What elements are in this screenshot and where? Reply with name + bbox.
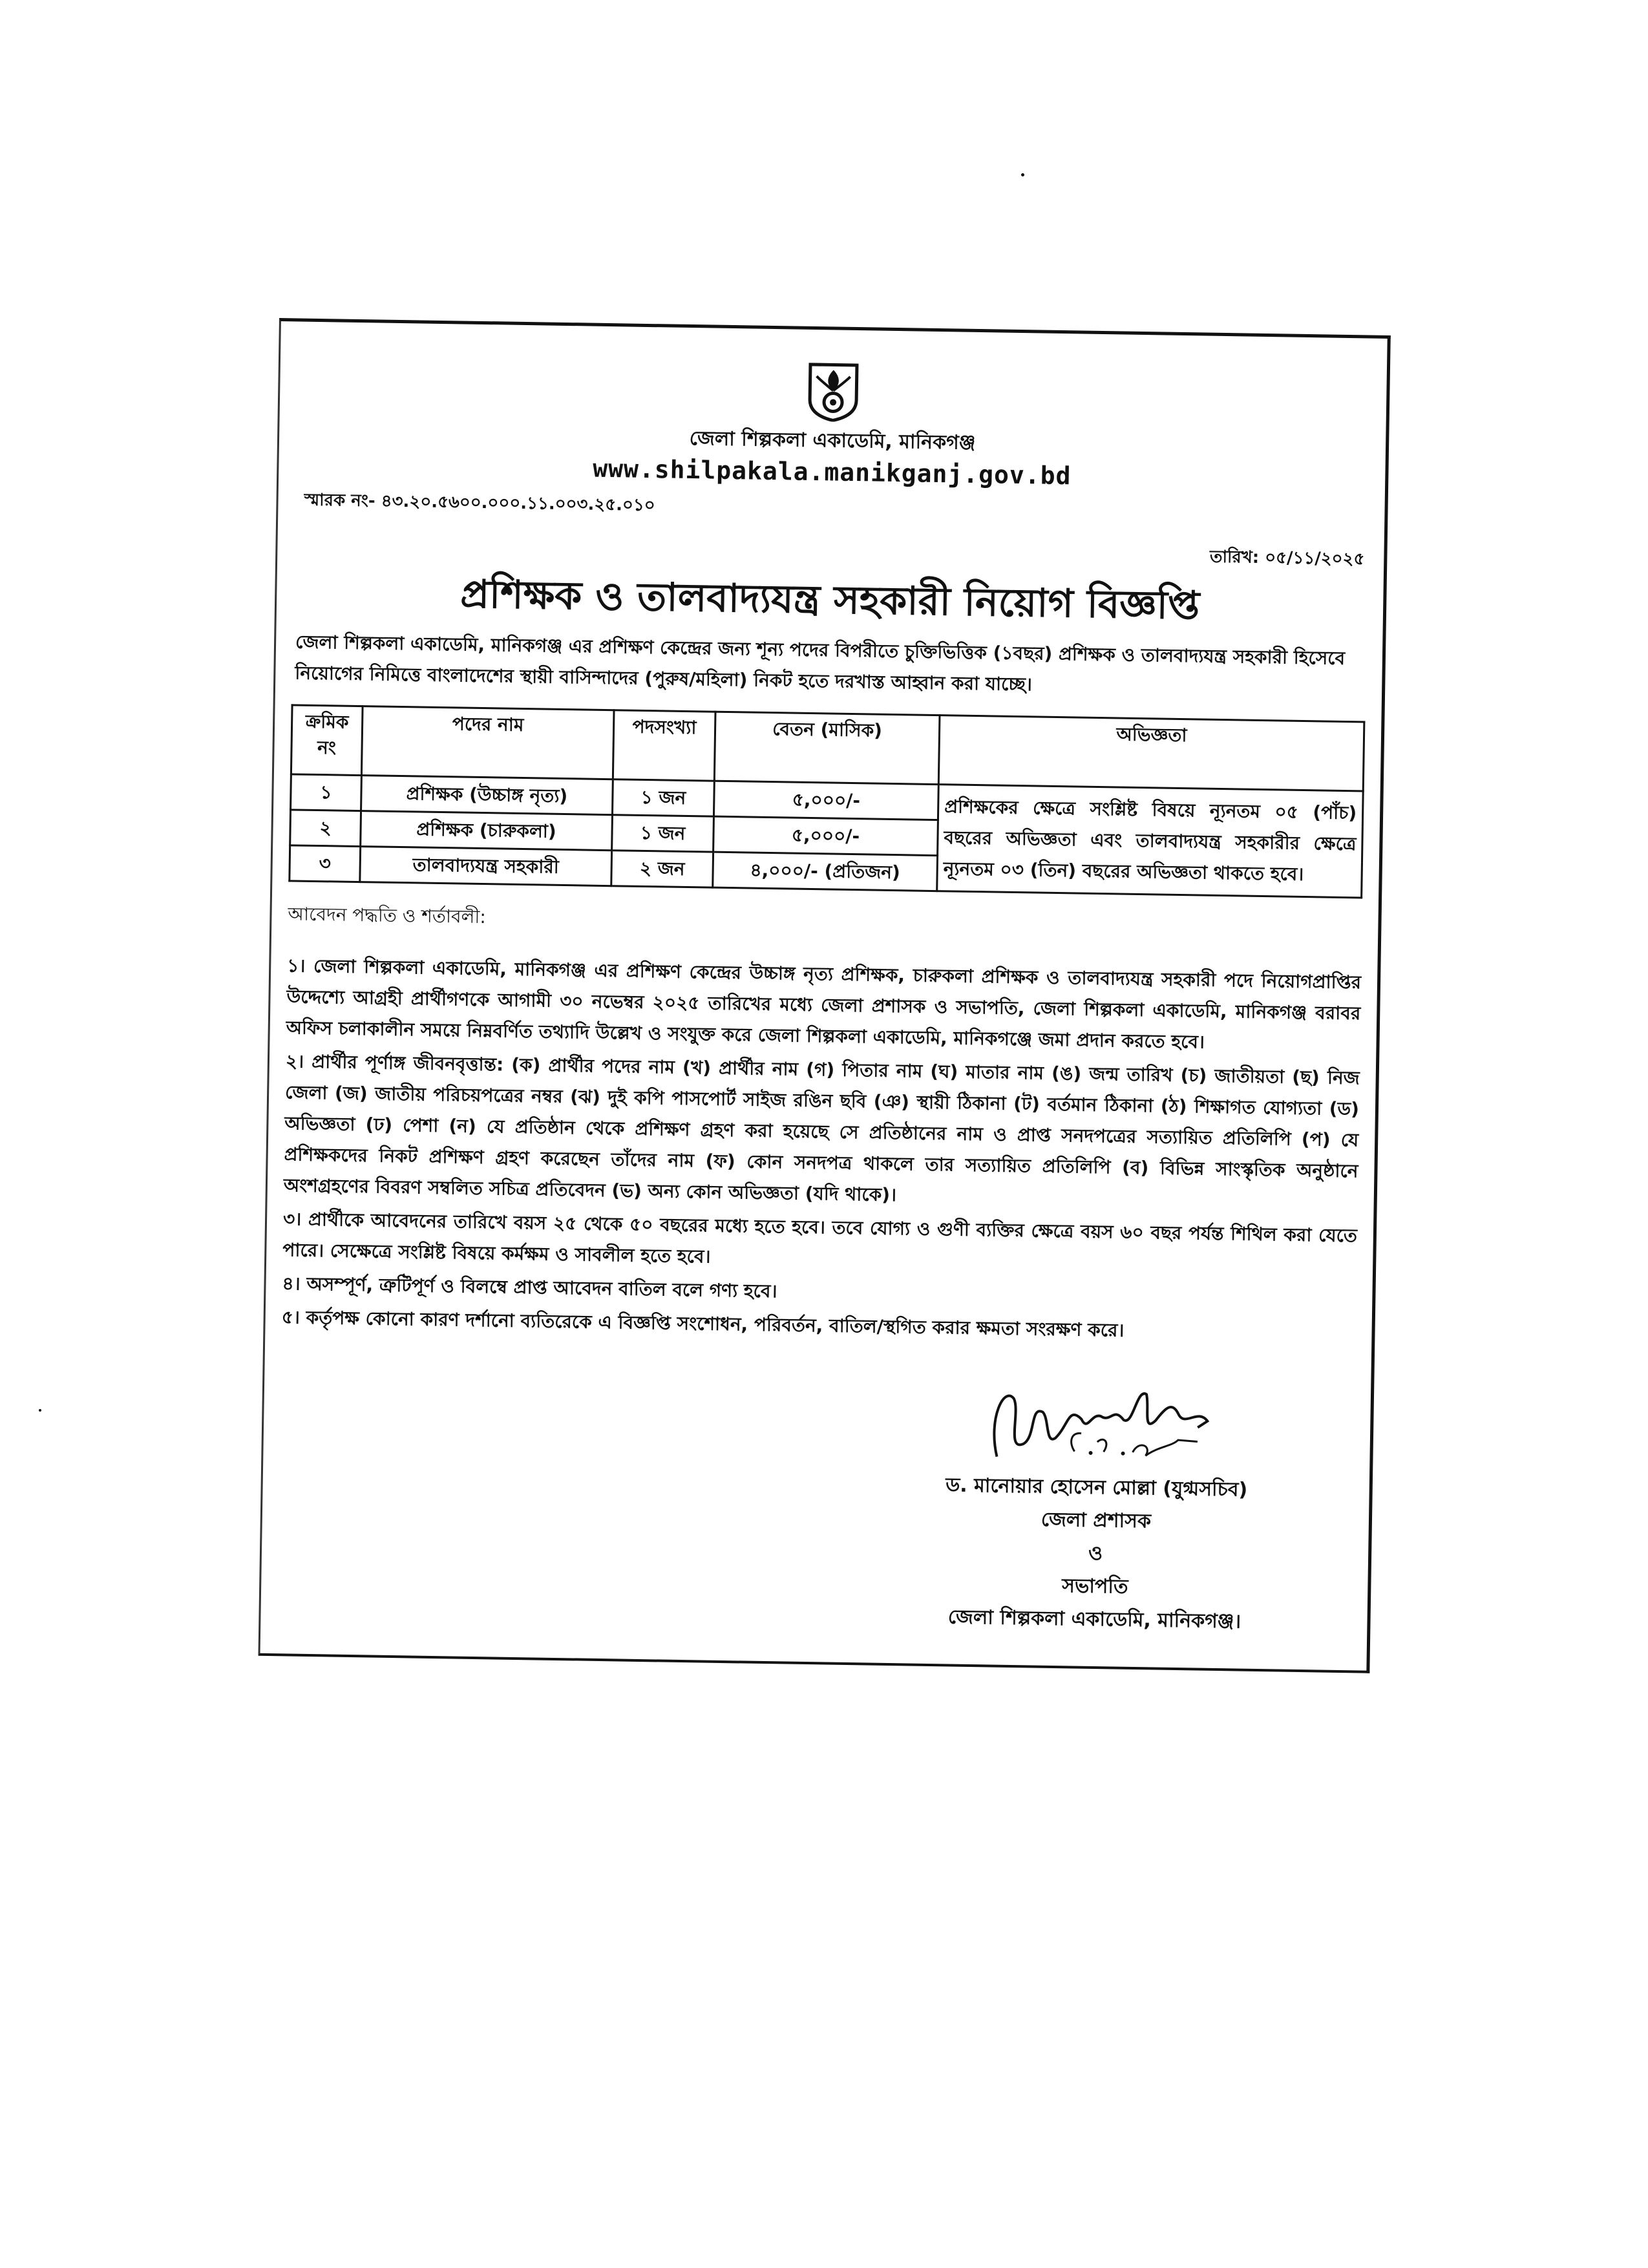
intro-paragraph: জেলা শিল্পকলা একাডেমি, মানিকগঞ্জ এর প্রশিক্ষণ কেন্দ্রের জন্য শূন্য পদের বিপরীতে চুক্তিভিত্তিক (১বছর) প্রশিক্ষক ও তালবাদ্যযন্ত্র সহকারী হিসেবে নিয়োগের নিমিত্তে বাংলাদেশের স্থায়ী বাসিন্দাদের (পুরুষ/মহিলা) নিকট হতে দরখাস্ত আহ্বান করা যাচ্ছে। xyxy=(295,631,1346,695)
header-salary: বেতন (মাসিক) xyxy=(714,712,940,784)
condition-item: ৪। অসম্পূর্ণ, ত্রুটিপূর্ণ ও বিলম্বে প্রাপ্ত আবেদন বাতিল বলে গণ্য হবে। xyxy=(282,1273,777,1302)
condition-item: ৩। প্রার্থীকে আবেদনের তারিখে বয়স ২৫ থেকে ৫০ বছরের মধ্যে হতে হবে। তবে যোগ্য ও গুণী ব্যক্তির ক্ষেত্রে বয়স ৬০ বছর পর্যন্ত শিথিল করা যেতে পারে। সেক্ষেত্রে সংশ্লিষ্ট বিষয়ে কর্মক্ষম ও সাবলীল হতে হবে। xyxy=(282,1208,1358,1267)
salary-cell: ৫,০০০/- xyxy=(713,781,938,820)
header-post-count: পদসংখ্যা xyxy=(613,710,715,781)
conditions-list xyxy=(281,950,1361,1352)
post-name-cell: তালবাদ্যযন্ত্র সহকারী xyxy=(360,847,612,886)
scan-speck xyxy=(39,1409,41,1412)
salary-cell: ৪,০০০/- (প্রতিজন) xyxy=(713,852,938,891)
post-count-cell: ১ জন xyxy=(612,815,714,852)
organization-name: জেলা শিল্পকলা একাডেমি, মানিকগঞ্জ xyxy=(689,427,976,454)
scan-speck xyxy=(1021,173,1024,176)
signatory-conjunction: ও xyxy=(1088,1542,1103,1565)
experience-cell: প্রশিক্ষকের ক্ষেত্রে সংশ্লিষ্ট বিষয়ে ন্যূনতম ০৫ (পাঁচ) বছরের অভিজ্ঞতা এবং তালবাদ্যযন্ত্র সহকারীর ক্ষেত্রে ন্যূনতম ০৩ (তিন) বছরের অভিজ্ঞতা থাকতে হবে। xyxy=(937,785,1364,898)
signatory-role: সভাপতি xyxy=(1061,1574,1128,1598)
notice-title: প্রশিক্ষক ও তালবাদ্যযন্ত্র সহকারী নিয়োগ বিজ্ঞপ্তি xyxy=(460,571,1200,629)
serial-cell: ৩ xyxy=(290,845,361,882)
posts-table xyxy=(288,704,1365,898)
handwritten-signature xyxy=(984,1379,1276,1474)
header-experience: অভিজ্ঞতা xyxy=(938,715,1364,791)
notice-document xyxy=(258,318,1390,1673)
condition-item: ২। প্রার্থীর পূর্ণাঙ্গ জীবনবৃত্তান্ত: (ক) প্রার্থীর পদের নাম (খ) প্রার্থীর নাম (গ) পিতার নাম (ঘ) মাতার নাম (ঙ) জন্ম তারিখ (চ) জাতীয়তা (ছ) নিজ জেলা (জ) জাতীয় পরিচয়পত্রের নম্বর (ঝ) দুই কপি পাসপোর্ট সাইজ রঙিন ছবি (ঞ) স্থায়ী ঠিকানা (ট) বর্তমান ঠিকানা (ঠ) শিক্ষাগত যোগ্যতা (ড) অভিজ্ঞতা (ঢ) পেশা (ন) যে প্রতিষ্ঠান থেকে প্রশিক্ষণ গ্রহণ করা হয়েছে সে প্রতিষ্ঠানের নাম ও প্রাপ্ত সনদপত্রের সত্যায়িত প্রতিলিপি (প) যে প্রশিক্ষকদের নিকট প্রশিক্ষণ গ্রহণ করেছেন তাঁদের নাম (ফ) কোন সনদপত্র থাকলে তার সত্যায়িত প্রতিলিপি (ব) বিভিন্ন সাংস্কৃতিক অনুষ্ঠানে অংশগ্রহণের বিবরণ সম্বলিত সচিত্র প্রতিবেদন (ভ) অন্য কোন অভিজ্ঞতা (যদি থাকে)। xyxy=(283,1050,1360,1206)
signatory-designation: জেলা প্রশাসক xyxy=(1041,1508,1152,1533)
header-post-name: পদের নাম xyxy=(361,706,614,779)
salary-cell: ৫,০০০/- xyxy=(713,816,938,855)
signatory-name: ড. মানোয়ার হোসেন মোল্লা (যুগ্মসচিব) xyxy=(945,1474,1248,1501)
post-name-cell: প্রশিক্ষক (চারুকলা) xyxy=(361,811,613,851)
serial-cell: ২ xyxy=(290,810,361,847)
conditions-heading: আবেদন পদ্ধতি ও শর্তাবলী: xyxy=(288,903,487,928)
post-name-cell: প্রশিক্ষক (উচ্চাঙ্গ নৃত্য) xyxy=(361,776,613,815)
memo-number: স্মারক নং- ৪৩.২০.৫৬০০.০০০.১১.০০৩.২৫.০১০ xyxy=(304,490,655,516)
post-count-cell: ১ জন xyxy=(612,779,714,816)
condition-item: ৫। কর্তৃপক্ষ কোনো কারণ দর্শানো ব্যতিরেকে এ বিজ্ঞপ্তি সংশোধন, পরিবর্তন, বাতিল/স্থগিত করার ক্ষমতা সংরক্ষণ করে। xyxy=(281,1306,1125,1341)
notice-date: তারিখ: ০৫/১১/২০২৫ xyxy=(1209,547,1365,569)
condition-item: ১। জেলা শিল্পকলা একাডেমি, মানিকগঞ্জ এর প্রশিক্ষণ কেন্দ্রের উচ্চাঙ্গ নৃত্য প্রশিক্ষক, চারুকলা প্রশিক্ষক ও তালবাদ্যযন্ত্র সহকারী পদে নিয়োগপ্রাপ্তির উদ্দেশ্যে আগ্রহী প্রার্থীগণকে আগামী ৩০ নভেম্বর ২০২৫ তারিখের মধ্যে জেলা প্রশাসক ও সভাপতি, জেলা শিল্পকলা একাডেমি, মানিকগঞ্জ বরাবর অফিস চলাকালীন সময়ে নিম্নবর্ণিত তথ্যাদি উল্লেখ ও সংযুক্ত করে জেলা শিল্পকলা একাডেমি, মানিকগঞ্জে জমা প্রদান করতে হবে। xyxy=(286,955,1362,1053)
post-count-cell: ২ জন xyxy=(611,851,713,887)
serial-cell: ১ xyxy=(291,774,362,811)
header-serial: ক্রমিক নং xyxy=(291,705,363,776)
signatory-organization: জেলা শিল্পকলা একাডেমি, মানিকগঞ্জ। xyxy=(947,1606,1241,1633)
shilpakala-academy-logo xyxy=(807,362,860,422)
website-link[interactable]: www.shilpakala.manikganj.gov.bd xyxy=(592,454,1072,491)
signatory-block xyxy=(842,1467,1349,1640)
